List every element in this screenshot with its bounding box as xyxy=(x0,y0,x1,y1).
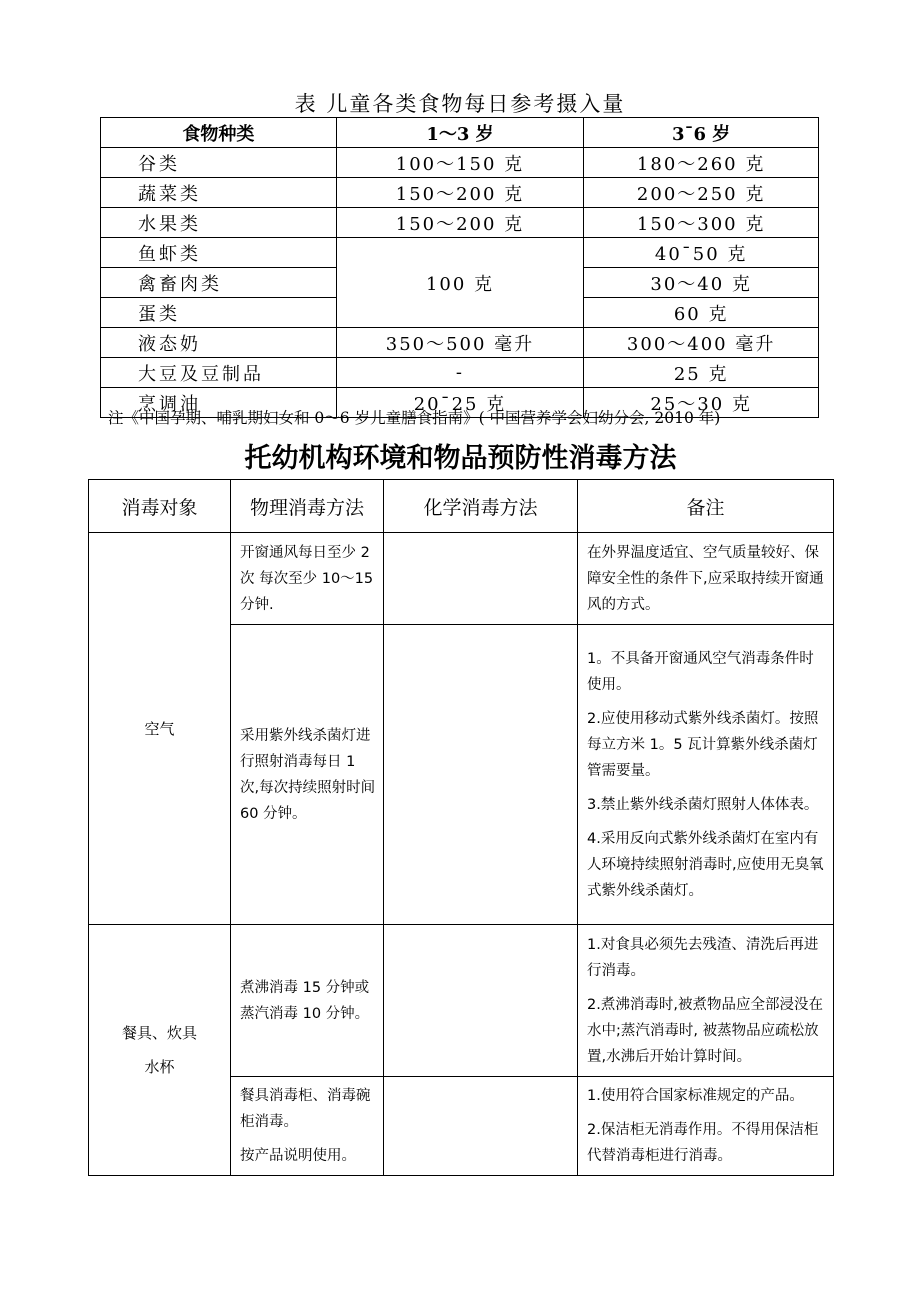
chemical-method xyxy=(384,625,578,925)
intake-3-6: 300～400 毫升 xyxy=(584,328,819,358)
chemical-method xyxy=(384,1077,578,1176)
food-table-note: 注《中国孕期、哺乳期妇女和 0～6 岁儿童膳食指南》( 中国营养学会妇幼分会, 2010 年) xyxy=(108,409,721,427)
object-tableware xyxy=(89,925,231,1176)
food-name: 禽畜肉类 xyxy=(101,268,337,298)
table-row xyxy=(101,208,819,238)
intake-1-3: 150～200 克 xyxy=(336,178,584,208)
food-name: 液态奶 xyxy=(101,328,337,358)
header-food-type: 食物种类 xyxy=(101,118,337,148)
food-name: 蛋类 xyxy=(101,298,337,328)
intake-3-6: 180～260 克 xyxy=(584,148,819,178)
remark-item: 4.采用反向式紫外线杀菌灯在室内有人环境持续照射消毒时,应使用无臭氧式紫外线杀菌灯。 xyxy=(587,830,824,899)
table-row xyxy=(101,148,819,178)
intake-3-6: 25～30 克 xyxy=(584,388,819,418)
intake-3-6: 60 克 xyxy=(584,298,819,328)
header-chemical: 化学消毒方法 xyxy=(384,480,578,533)
physical-method-p2: 按产品说明使用。 xyxy=(240,1148,356,1164)
table-header-row xyxy=(89,480,834,533)
remark-item: 2.煮沸消毒时,被煮物品应全部浸没在水中;蒸汽消毒时, 被蒸物品应疏松放置,水沸后开始计算时间。 xyxy=(587,996,823,1065)
remark-item: 1。不具备开窗通风空气消毒条件时使用。 xyxy=(587,650,814,693)
food-name: 水果类 xyxy=(101,208,337,238)
remarks-cell xyxy=(578,533,834,625)
remark-item: 3.禁止紫外线杀菌灯照射人体体表。 xyxy=(587,796,819,813)
physical-method: 煮沸消毒 15 分钟或蒸汽消毒 10 分钟。 xyxy=(231,925,384,1077)
header-age-1-3: 1～3 岁 xyxy=(336,118,584,148)
food-name: 大豆及豆制品 xyxy=(101,358,337,388)
physical-method: 采用紫外线杀菌灯进行照射消毒每日 1 次,每次持续照射时间 60 分钟。 xyxy=(231,625,384,925)
food-name: 鱼虾类 xyxy=(101,238,337,268)
remarks-cell xyxy=(578,1077,834,1176)
intake-1-3: 150～200 克 xyxy=(336,208,584,238)
header-physical: 物理消毒方法 xyxy=(231,480,384,533)
table-row xyxy=(101,238,819,268)
intake-1-3: 20¯25 克 xyxy=(336,388,584,418)
table-row xyxy=(101,178,819,208)
food-name: 蔬菜类 xyxy=(101,178,337,208)
remark-item: 2.应使用移动式紫外线杀菌灯。按照每立方米 1。5 瓦计算紫外线杀菌灯管需要量。 xyxy=(587,710,819,779)
intake-3-6: 200～250 克 xyxy=(584,178,819,208)
intake-1-3: 100～150 克 xyxy=(336,148,584,178)
header-remarks: 备注 xyxy=(578,480,834,533)
intake-1-3-merged: 100 克 xyxy=(336,238,584,328)
remarks-cell xyxy=(578,625,834,925)
food-name: 烹调油 xyxy=(101,388,337,418)
object-tableware-line2: 水杯 xyxy=(144,1058,175,1076)
chemical-method xyxy=(384,925,578,1077)
physical-method-p1: 餐具消毒柜、消毒碗柜消毒。 xyxy=(240,1088,371,1130)
intake-1-3: - xyxy=(336,358,584,388)
food-name: 谷类 xyxy=(101,148,337,178)
chemical-method xyxy=(384,533,578,625)
table-row xyxy=(89,533,834,625)
intake-3-6: 25 克 xyxy=(584,358,819,388)
intake-3-6: 30～40 克 xyxy=(584,268,819,298)
food-table-title: 表 儿童各类食物每日参考摄入量 xyxy=(294,92,626,116)
table-row xyxy=(89,925,834,1077)
intake-1-3: 350～500 毫升 xyxy=(336,328,584,358)
food-intake-table xyxy=(100,117,819,418)
remark-item: 1.使用符合国家标准规定的产品。 xyxy=(587,1088,804,1104)
header-age-3-6: 3¯6 岁 xyxy=(584,118,819,148)
header-object: 消毒对象 xyxy=(89,480,231,533)
physical-method: 开窗通风每日至少 2 次 每次至少 10～15 分钟. xyxy=(231,533,384,625)
table-row xyxy=(101,358,819,388)
remark-item: 2.保洁柜无消毒作用。不得用保洁柜代替消毒柜进行消毒。 xyxy=(587,1122,819,1164)
object-air: 空气 xyxy=(89,533,231,925)
intake-3-6: 40¯50 克 xyxy=(584,238,819,268)
disinfection-table xyxy=(88,479,834,1176)
remark-item: 在外界温度适宜、空气质量较好、保障安全性的条件下,应采取持续开窗通风的方式。 xyxy=(587,544,824,613)
remark-item: 1.对食具必须先去残渣、清洗后再进行消毒。 xyxy=(587,936,819,979)
remarks-cell xyxy=(578,925,834,1077)
object-tableware-line1: 餐具、炊具 xyxy=(121,1024,197,1042)
intake-3-6: 150～300 克 xyxy=(584,208,819,238)
table-row xyxy=(101,328,819,358)
disinfection-title: 托幼机构环境和物品预防性消毒方法 xyxy=(244,443,677,474)
physical-method xyxy=(231,1077,384,1176)
table-header-row xyxy=(101,118,819,148)
